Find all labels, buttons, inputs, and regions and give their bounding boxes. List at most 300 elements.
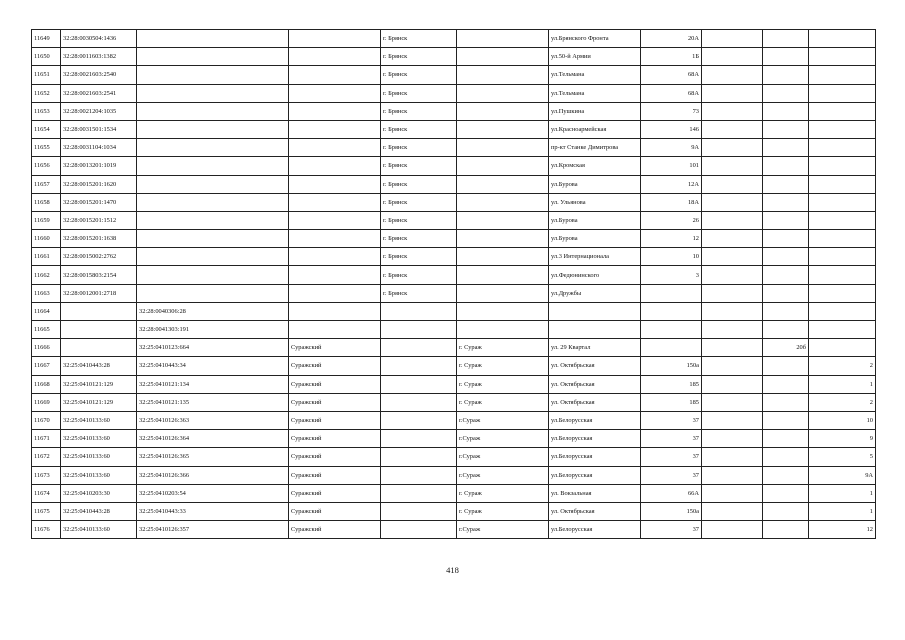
cell-street: пр-кт Станке Димитрова xyxy=(549,139,641,157)
cell-street: ул.50-й Армии xyxy=(549,48,641,66)
cell-house-number: 37 xyxy=(641,448,702,466)
cell-city-brjansk xyxy=(381,484,457,502)
cell-city-brjansk xyxy=(381,521,457,539)
cell-row-number: 11657 xyxy=(32,175,61,193)
table-row xyxy=(32,230,876,248)
cell-apartment xyxy=(809,230,876,248)
cell-apartment xyxy=(809,211,876,229)
cell-street: ул.Белорусская xyxy=(549,521,641,539)
cell-street: ул. Ульянова xyxy=(549,193,641,211)
cell-district xyxy=(289,30,381,48)
cell-building-number xyxy=(702,502,763,520)
cell-row-number: 11649 xyxy=(32,30,61,48)
cell-row-number: 11674 xyxy=(32,484,61,502)
cell-apartment xyxy=(809,157,876,175)
cell-city-brjansk: г. Брянск xyxy=(381,175,457,193)
cell-apartment xyxy=(809,302,876,320)
table-row xyxy=(32,248,876,266)
cell-city-surazh: г.Сураж xyxy=(457,448,549,466)
cell-house-number: 9А xyxy=(641,139,702,157)
cell-city-surazh xyxy=(457,284,549,302)
cell-house-number xyxy=(641,284,702,302)
cell-apartment: 2 xyxy=(809,357,876,375)
cell-city-brjansk: г. Брянск xyxy=(381,157,457,175)
cell-building-number xyxy=(702,230,763,248)
cell-cadastral-number-parcel: 32:28:0013201:1019 xyxy=(61,157,137,175)
cell-city-surazh xyxy=(457,84,549,102)
cell-district xyxy=(289,266,381,284)
cell-apartment xyxy=(809,139,876,157)
cell-city-brjansk: г. Брянск xyxy=(381,230,457,248)
cell-cadastral-number-building xyxy=(137,211,289,229)
cell-house-number: 12А xyxy=(641,175,702,193)
cell-house-number xyxy=(641,321,702,339)
cell-cadastral-number-building: 32:25:0410126:357 xyxy=(137,521,289,539)
cell-house-number: 146 xyxy=(641,120,702,138)
cell-street: ул. Октябрьская xyxy=(549,357,641,375)
cell-cadastral-number-building xyxy=(137,230,289,248)
cell-apartment-alt xyxy=(763,321,809,339)
cell-apartment xyxy=(809,339,876,357)
cell-cadastral-number-building xyxy=(137,284,289,302)
cell-street: ул. Октябрьская xyxy=(549,393,641,411)
cell-apartment-alt xyxy=(763,357,809,375)
cell-district: Суражский xyxy=(289,411,381,429)
cell-apartment xyxy=(809,84,876,102)
cell-row-number: 11667 xyxy=(32,357,61,375)
cell-city-brjansk: г. Брянск xyxy=(381,139,457,157)
cell-district xyxy=(289,66,381,84)
cell-cadastral-number-building: 32:25:0410123:664 xyxy=(137,339,289,357)
cell-cadastral-number-parcel: 32:25:0410133:60 xyxy=(61,466,137,484)
cell-cadastral-number-building xyxy=(137,66,289,84)
cell-house-number: 68А xyxy=(641,66,702,84)
table-row xyxy=(32,302,876,320)
cell-street: ул.3 Интернационала xyxy=(549,248,641,266)
cell-city-surazh: г.Сураж xyxy=(457,430,549,448)
cell-city-brjansk xyxy=(381,375,457,393)
cell-house-number: 37 xyxy=(641,521,702,539)
cell-cadastral-number-building: 32:25:0410443:34 xyxy=(137,357,289,375)
cell-cadastral-number-building xyxy=(137,248,289,266)
cell-row-number: 11669 xyxy=(32,393,61,411)
cell-city-surazh xyxy=(457,302,549,320)
cell-cadastral-number-building: 32:25:0410126:366 xyxy=(137,466,289,484)
cell-street: ул.Кромская xyxy=(549,157,641,175)
cell-cadastral-number-building xyxy=(137,120,289,138)
cell-row-number: 11662 xyxy=(32,266,61,284)
cell-cadastral-number-building: 32:28:0041303:191 xyxy=(137,321,289,339)
cell-apartment: 5 xyxy=(809,448,876,466)
cell-row-number: 11650 xyxy=(32,48,61,66)
cell-house-number: 101 xyxy=(641,157,702,175)
cell-apartment xyxy=(809,48,876,66)
cell-building-number xyxy=(702,30,763,48)
cell-apartment: 12 xyxy=(809,521,876,539)
cell-building-number xyxy=(702,211,763,229)
table-row xyxy=(32,339,876,357)
cell-cadastral-number-parcel: 32:28:0015201:1638 xyxy=(61,230,137,248)
cell-street xyxy=(549,302,641,320)
cell-row-number: 11664 xyxy=(32,302,61,320)
cell-row-number: 11660 xyxy=(32,230,61,248)
cell-building-number xyxy=(702,175,763,193)
cell-district: Суражский xyxy=(289,430,381,448)
cell-district: Суражский xyxy=(289,502,381,520)
cell-street: ул.Белорусская xyxy=(549,448,641,466)
cell-district xyxy=(289,230,381,248)
cell-apartment: 9А xyxy=(809,466,876,484)
cell-building-number xyxy=(702,393,763,411)
cell-apartment-alt xyxy=(763,211,809,229)
cell-building-number xyxy=(702,375,763,393)
cell-district xyxy=(289,120,381,138)
cell-city-brjansk xyxy=(381,411,457,429)
cell-city-brjansk xyxy=(381,502,457,520)
cell-apartment: 2 xyxy=(809,393,876,411)
cell-building-number xyxy=(702,411,763,429)
cell-cadastral-number-parcel: 32:28:0030504:1436 xyxy=(61,30,137,48)
cell-apartment-alt xyxy=(763,175,809,193)
cell-building-number xyxy=(702,302,763,320)
cell-cadastral-number-building: 32:25:0410121:134 xyxy=(137,375,289,393)
table-row xyxy=(32,466,876,484)
cell-house-number: 37 xyxy=(641,430,702,448)
cell-apartment: 1 xyxy=(809,484,876,502)
cell-city-surazh: г. Сураж xyxy=(457,484,549,502)
cell-city-surazh xyxy=(457,48,549,66)
cell-city-surazh: г.Сураж xyxy=(457,411,549,429)
cell-city-brjansk: г. Брянск xyxy=(381,248,457,266)
cell-cadastral-number-parcel: 32:25:0410121:129 xyxy=(61,393,137,411)
cell-cadastral-number-parcel: 32:28:0015201:1512 xyxy=(61,211,137,229)
cell-district: Суражский xyxy=(289,393,381,411)
cell-row-number: 11655 xyxy=(32,139,61,157)
cell-city-surazh: г. Сураж xyxy=(457,375,549,393)
cell-cadastral-number-parcel: 32:28:0015803:2154 xyxy=(61,266,137,284)
cell-street: ул.Дружбы xyxy=(549,284,641,302)
cell-cadastral-number-parcel: 32:25:0410133:60 xyxy=(61,411,137,429)
cell-apartment xyxy=(809,175,876,193)
cell-city-surazh: г.Сураж xyxy=(457,466,549,484)
cell-cadastral-number-building xyxy=(137,48,289,66)
cell-cadastral-number-parcel: 32:25:0410133:60 xyxy=(61,448,137,466)
cell-apartment-alt xyxy=(763,230,809,248)
cell-city-surazh xyxy=(457,211,549,229)
cell-city-brjansk: г. Брянск xyxy=(381,102,457,120)
cell-cadastral-number-parcel: 32:25:0410121:129 xyxy=(61,375,137,393)
cell-district: Суражский xyxy=(289,484,381,502)
cell-building-number xyxy=(702,266,763,284)
cell-house-number: 150а xyxy=(641,502,702,520)
cell-house-number: 66А xyxy=(641,484,702,502)
cell-city-surazh: г. Сураж xyxy=(457,502,549,520)
cell-cadastral-number-parcel: 32:25:0410443:28 xyxy=(61,502,137,520)
cell-apartment xyxy=(809,248,876,266)
cell-row-number: 11661 xyxy=(32,248,61,266)
cell-building-number xyxy=(702,357,763,375)
cell-house-number xyxy=(641,302,702,320)
cell-street: ул. 29 Квартал xyxy=(549,339,641,357)
cell-street: ул. Октябрьская xyxy=(549,502,641,520)
cell-district xyxy=(289,139,381,157)
cell-cadastral-number-building xyxy=(137,157,289,175)
cell-apartment-alt xyxy=(763,139,809,157)
cell-row-number: 11652 xyxy=(32,84,61,102)
cell-building-number xyxy=(702,157,763,175)
cell-apartment xyxy=(809,193,876,211)
cell-city-surazh: г. Сураж xyxy=(457,357,549,375)
cell-house-number: 26 xyxy=(641,211,702,229)
cell-street: ул.Бурова xyxy=(549,211,641,229)
cell-apartment-alt xyxy=(763,157,809,175)
cell-district xyxy=(289,284,381,302)
cell-city-surazh xyxy=(457,175,549,193)
cell-street: ул.Бурова xyxy=(549,230,641,248)
cell-cadastral-number-building: 32:25:0410126:363 xyxy=(137,411,289,429)
cell-apartment: 9 xyxy=(809,430,876,448)
table-row xyxy=(32,284,876,302)
cell-city-brjansk xyxy=(381,357,457,375)
cell-house-number: 37 xyxy=(641,466,702,484)
cell-cadastral-number-parcel: 32:25:0410133:60 xyxy=(61,521,137,539)
cell-row-number: 11659 xyxy=(32,211,61,229)
table-row xyxy=(32,375,876,393)
cell-cadastral-number-parcel: 32:28:0031104:1034 xyxy=(61,139,137,157)
page-number: 418 xyxy=(446,565,459,575)
table-row xyxy=(32,48,876,66)
cell-cadastral-number-parcel xyxy=(61,339,137,357)
table-row xyxy=(32,120,876,138)
cell-city-brjansk: г. Брянск xyxy=(381,48,457,66)
cell-cadastral-number-building xyxy=(137,139,289,157)
cell-city-brjansk xyxy=(381,339,457,357)
cell-apartment-alt xyxy=(763,411,809,429)
cell-district xyxy=(289,157,381,175)
cell-building-number xyxy=(702,66,763,84)
cell-row-number: 11671 xyxy=(32,430,61,448)
table-row xyxy=(32,502,876,520)
cell-house-number: 150а xyxy=(641,357,702,375)
cell-city-brjansk: г. Брянск xyxy=(381,284,457,302)
cell-apartment: 1 xyxy=(809,502,876,520)
cell-cadastral-number-building: 32:25:0410203:54 xyxy=(137,484,289,502)
table-row xyxy=(32,84,876,102)
cell-row-number: 11673 xyxy=(32,466,61,484)
cell-house-number: 185 xyxy=(641,393,702,411)
cell-cadastral-number-parcel: 32:28:0012001:2718 xyxy=(61,284,137,302)
cell-city-surazh xyxy=(457,266,549,284)
cell-apartment-alt xyxy=(763,66,809,84)
cell-building-number xyxy=(702,284,763,302)
cell-cadastral-number-parcel: 32:28:0021204:1035 xyxy=(61,102,137,120)
cell-apartment xyxy=(809,30,876,48)
cell-district xyxy=(289,211,381,229)
cell-cadastral-number-parcel: 32:25:0410443:28 xyxy=(61,357,137,375)
cell-row-number: 11668 xyxy=(32,375,61,393)
cell-building-number xyxy=(702,120,763,138)
cell-city-brjansk: г. Брянск xyxy=(381,66,457,84)
table-row xyxy=(32,357,876,375)
cell-building-number xyxy=(702,466,763,484)
cell-house-number: 37 xyxy=(641,411,702,429)
table-row xyxy=(32,321,876,339)
table-row xyxy=(32,193,876,211)
cell-cadastral-number-parcel: 32:28:0031501:1534 xyxy=(61,120,137,138)
cell-city-surazh xyxy=(457,120,549,138)
cell-row-number: 11654 xyxy=(32,120,61,138)
cell-building-number xyxy=(702,48,763,66)
cell-cadastral-number-parcel xyxy=(61,321,137,339)
table-row xyxy=(32,211,876,229)
table-row xyxy=(32,30,876,48)
cell-building-number xyxy=(702,321,763,339)
table-body xyxy=(32,30,876,539)
cell-city-surazh xyxy=(457,157,549,175)
cell-row-number: 11666 xyxy=(32,339,61,357)
cell-cadastral-number-building: 32:25:0410126:364 xyxy=(137,430,289,448)
cell-city-surazh: г. Сураж xyxy=(457,339,549,357)
cell-city-surazh: г. Сураж xyxy=(457,393,549,411)
cell-building-number xyxy=(702,248,763,266)
cell-city-brjansk xyxy=(381,430,457,448)
cell-street: ул. Вокзальная xyxy=(549,484,641,502)
cell-street: ул.Красноармейская xyxy=(549,120,641,138)
cell-building-number xyxy=(702,339,763,357)
cell-city-surazh xyxy=(457,321,549,339)
cell-cadastral-number-building xyxy=(137,193,289,211)
table-row xyxy=(32,175,876,193)
table-row xyxy=(32,102,876,120)
cell-district xyxy=(289,84,381,102)
cell-district: Суражский xyxy=(289,466,381,484)
cell-street: ул.Пушкина xyxy=(549,102,641,120)
cell-cadastral-number-building: 32:25:0410443:33 xyxy=(137,502,289,520)
table-row xyxy=(32,266,876,284)
cell-apartment-alt xyxy=(763,284,809,302)
table-row xyxy=(32,448,876,466)
cell-building-number xyxy=(702,521,763,539)
cell-district xyxy=(289,48,381,66)
cell-apartment-alt xyxy=(763,521,809,539)
cell-city-surazh xyxy=(457,248,549,266)
cell-city-surazh xyxy=(457,66,549,84)
cell-street: ул.Брянского Фронта xyxy=(549,30,641,48)
cell-district xyxy=(289,193,381,211)
cell-city-surazh xyxy=(457,230,549,248)
table-row xyxy=(32,411,876,429)
table-row xyxy=(32,139,876,157)
cell-cadastral-number-building xyxy=(137,266,289,284)
cell-apartment-alt xyxy=(763,84,809,102)
cell-city-surazh xyxy=(457,139,549,157)
cell-apartment: 1 xyxy=(809,375,876,393)
cell-cadastral-number-parcel: 32:28:0021603:2540 xyxy=(61,66,137,84)
cell-apartment-alt xyxy=(763,48,809,66)
cell-apartment xyxy=(809,266,876,284)
cell-building-number xyxy=(702,84,763,102)
cell-street xyxy=(549,321,641,339)
cell-row-number: 11658 xyxy=(32,193,61,211)
cell-apartment xyxy=(809,321,876,339)
cell-apartment-alt xyxy=(763,248,809,266)
cell-cadastral-number-building xyxy=(137,102,289,120)
cell-city-surazh: г.Сураж xyxy=(457,521,549,539)
cell-row-number: 11653 xyxy=(32,102,61,120)
registry-table xyxy=(31,29,876,539)
cell-row-number: 11672 xyxy=(32,448,61,466)
cell-city-surazh xyxy=(457,30,549,48)
table-row xyxy=(32,393,876,411)
cell-city-brjansk xyxy=(381,321,457,339)
cell-apartment-alt xyxy=(763,430,809,448)
cell-cadastral-number-parcel: 32:28:0011603:1382 xyxy=(61,48,137,66)
cell-building-number xyxy=(702,484,763,502)
cell-building-number xyxy=(702,448,763,466)
cell-district: Суражский xyxy=(289,521,381,539)
cell-apartment-alt xyxy=(763,375,809,393)
cell-house-number: 10 xyxy=(641,248,702,266)
cell-building-number xyxy=(702,139,763,157)
cell-district: Суражский xyxy=(289,375,381,393)
cell-apartment-alt xyxy=(763,120,809,138)
cell-building-number xyxy=(702,430,763,448)
cell-apartment-alt xyxy=(763,448,809,466)
cell-cadastral-number-building xyxy=(137,175,289,193)
cell-district xyxy=(289,175,381,193)
cell-city-brjansk: г. Брянск xyxy=(381,193,457,211)
cell-cadastral-number-building xyxy=(137,84,289,102)
cell-district: Суражский xyxy=(289,448,381,466)
cell-row-number: 11656 xyxy=(32,157,61,175)
table-row xyxy=(32,484,876,502)
cell-cadastral-number-parcel: 32:28:0021603:2541 xyxy=(61,84,137,102)
cell-house-number: 185 xyxy=(641,375,702,393)
cell-apartment-alt xyxy=(763,466,809,484)
cell-district xyxy=(289,302,381,320)
cell-apartment-alt xyxy=(763,30,809,48)
cell-street: ул.Белорусская xyxy=(549,411,641,429)
cell-apartment-alt xyxy=(763,393,809,411)
cell-row-number: 11675 xyxy=(32,502,61,520)
cell-apartment-alt xyxy=(763,484,809,502)
cell-street: ул.Белорусская xyxy=(549,466,641,484)
cell-row-number: 11670 xyxy=(32,411,61,429)
cell-street: ул.Белорусская xyxy=(549,430,641,448)
cell-building-number xyxy=(702,193,763,211)
cell-cadastral-number-parcel xyxy=(61,302,137,320)
cell-city-brjansk xyxy=(381,302,457,320)
cell-city-brjansk: г. Брянск xyxy=(381,266,457,284)
table-row xyxy=(32,521,876,539)
cell-cadastral-number-building xyxy=(137,30,289,48)
cell-cadastral-number-parcel: 32:28:0015201:1470 xyxy=(61,193,137,211)
cell-house-number xyxy=(641,339,702,357)
table-row xyxy=(32,66,876,84)
table-row xyxy=(32,157,876,175)
cell-street: ул.Тельмана xyxy=(549,66,641,84)
cell-house-number: 3 xyxy=(641,266,702,284)
cell-city-brjansk xyxy=(381,448,457,466)
cell-building-number xyxy=(702,102,763,120)
cell-city-surazh xyxy=(457,193,549,211)
cell-apartment-alt: 20б xyxy=(763,339,809,357)
cell-district xyxy=(289,248,381,266)
cell-house-number: 1Б xyxy=(641,48,702,66)
cell-row-number: 11663 xyxy=(32,284,61,302)
cell-house-number: 73 xyxy=(641,102,702,120)
cell-city-brjansk xyxy=(381,466,457,484)
